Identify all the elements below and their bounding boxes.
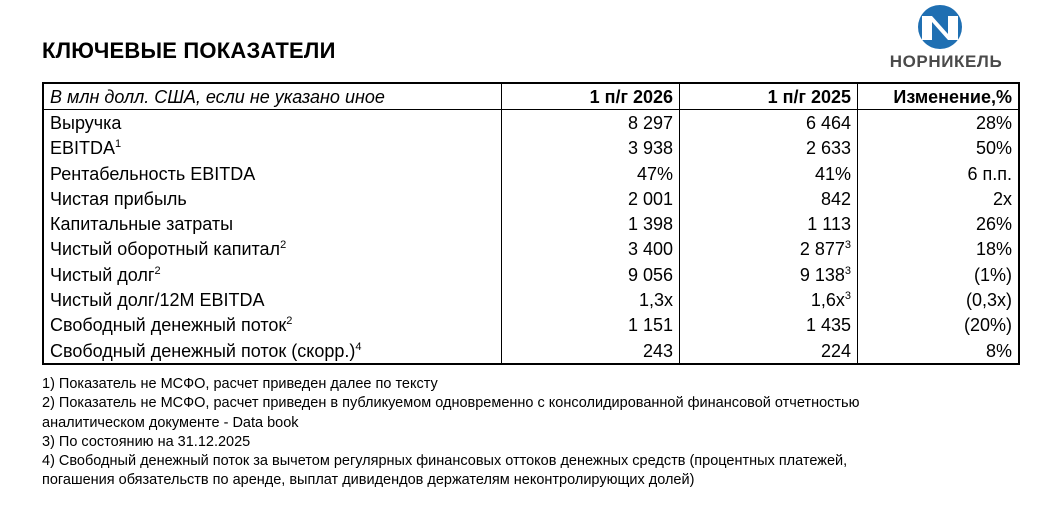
logo-text: НОРНИКЕЛЬ bbox=[889, 52, 1003, 71]
table-row bbox=[43, 211, 1019, 236]
value-change: (1%) bbox=[858, 262, 1020, 287]
value-change: 28% bbox=[858, 110, 1020, 136]
value-h1-2026: 1,3x bbox=[502, 287, 680, 312]
header-col-change: Изменение,% bbox=[858, 83, 1020, 110]
value-h1-2026: 1 151 bbox=[502, 313, 680, 338]
value-h1-2025: 9 $138^3$ bbox=[680, 262, 858, 287]
table-row bbox=[43, 287, 1019, 312]
row-label: Рентабельность EBITDA bbox=[43, 161, 502, 186]
value-h1-2025: 2 633 bbox=[680, 136, 858, 161]
value-h1-2025: 1 435 bbox=[680, 313, 858, 338]
value-h1-2025: 6 464 bbox=[680, 110, 858, 136]
footnote-line: 4) Свободный денежный поток за вычетом регулярных финансовых оттоков денежных средств (процентных платежей, bbox=[42, 453, 848, 470]
footnote-line: 3) По состоянию на 31.12.2025 bbox=[42, 433, 251, 450]
value-h1-2025: 41% bbox=[680, 161, 858, 186]
table-row bbox=[43, 262, 1019, 287]
value-h1-2026: 3 400 bbox=[502, 237, 680, 262]
value-h1-2026: 9 056 bbox=[502, 262, 680, 287]
value-h1-2025: $1,6x^3$ bbox=[680, 287, 858, 312]
row-label: EBITDA$^1$ bbox=[43, 136, 502, 161]
row-label: Чистый долг$^2$ bbox=[43, 262, 502, 287]
company-logo bbox=[876, 4, 1016, 70]
footnote-line: погашения обязательств по аренде, выплат дивидендов держателям неконтролирующих долей) bbox=[42, 472, 695, 489]
value-h1-2025: 2 $877^3$ bbox=[680, 237, 858, 262]
value-change: 26% bbox=[858, 211, 1020, 236]
table-body bbox=[43, 110, 1019, 364]
footnote-marker: 1 bbox=[115, 138, 122, 151]
footnote-marker: 3 bbox=[844, 290, 851, 303]
footnote-marker: 3 bbox=[844, 264, 851, 277]
footnote-marker: 2 bbox=[154, 264, 161, 277]
header-col-h1-2026: 1 п/г 2026 bbox=[502, 83, 680, 110]
table-row bbox=[43, 136, 1019, 161]
value-change: 6 п.п. bbox=[858, 161, 1020, 186]
footnote-marker: 2 bbox=[280, 239, 287, 252]
value-change: 8% bbox=[858, 338, 1020, 364]
table-row bbox=[43, 110, 1019, 136]
table-row bbox=[43, 237, 1019, 262]
value-change: 18% bbox=[858, 237, 1020, 262]
footnote-line: 1) Показатель не МСФО, расчет приведен далее по тексту bbox=[42, 376, 438, 392]
value-h1-2026: 2 001 bbox=[502, 186, 680, 211]
key-indicators-table bbox=[42, 82, 1020, 365]
footnote-marker: 2 bbox=[286, 315, 293, 328]
value-h1-2025: 1 113 bbox=[680, 211, 858, 236]
value-change: 2x bbox=[858, 186, 1020, 211]
header-col-h1-2025: 1 п/г 2025 bbox=[680, 83, 858, 110]
table-row bbox=[43, 186, 1019, 211]
footnote-line: аналитическом документе - Data book bbox=[42, 414, 299, 431]
footnote-marker: 4 bbox=[355, 340, 362, 353]
footnote-line: 2) Показатель не МСФО, расчет приведен в публикуемом одновременно с консолидированной финансовой отчетностью bbox=[42, 395, 860, 412]
value-h1-2026: 3 938 bbox=[502, 136, 680, 161]
value-change: 50% bbox=[858, 136, 1020, 161]
value-change: (0,3x) bbox=[858, 287, 1020, 312]
page-title: КЛЮЧЕВЫЕ ПОКАЗАТЕЛИ bbox=[42, 38, 336, 63]
row-label: Выручка bbox=[43, 110, 502, 136]
value-change: (20%) bbox=[858, 313, 1020, 338]
row-label: Свободный денежный поток$^2$ bbox=[43, 313, 502, 338]
nornickel-logo-icon bbox=[908, 4, 972, 50]
row-label: Свободный денежный поток (скорр.)$^4$ bbox=[43, 338, 502, 364]
value-h1-2025: 842 bbox=[680, 186, 858, 211]
table-row bbox=[43, 161, 1019, 186]
row-label: Чистая прибыль bbox=[43, 186, 502, 211]
value-h1-2026: 1 398 bbox=[502, 211, 680, 236]
header-label: В млн долл. США, если не указано иное bbox=[43, 83, 502, 110]
footnotes bbox=[42, 375, 1022, 491]
value-h1-2026: 8 297 bbox=[502, 110, 680, 136]
row-label: Чистый долг/12M EBITDA bbox=[43, 287, 502, 312]
value-h1-2026: 47% bbox=[502, 161, 680, 186]
value-h1-2025: 224 bbox=[680, 338, 858, 364]
table-header-row bbox=[43, 83, 1019, 110]
row-label: Капитальные затраты bbox=[43, 211, 502, 236]
value-h1-2026: 243 bbox=[502, 338, 680, 364]
table-row bbox=[43, 338, 1019, 364]
row-label: Чистый оборотный капитал$^2$ bbox=[43, 237, 502, 262]
table-row bbox=[43, 313, 1019, 338]
footnote-marker: 3 bbox=[844, 239, 851, 252]
